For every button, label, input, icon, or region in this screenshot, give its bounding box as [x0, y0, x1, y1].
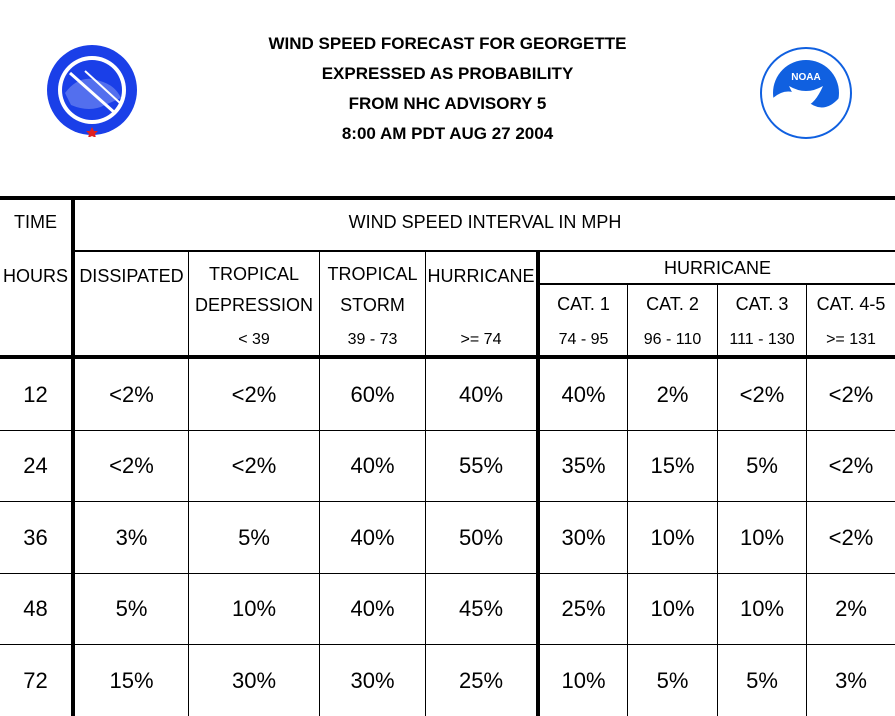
probability-cell: 2% — [835, 596, 867, 621]
probability-cell: 10% — [650, 596, 695, 621]
probability-cell: 2% — [656, 382, 689, 407]
probability-cell: <2% — [828, 525, 874, 550]
probability-cell: 15% — [650, 453, 695, 478]
probability-cell: 35% — [561, 453, 606, 478]
hours-cell: 24 — [23, 453, 48, 478]
column-range-cat3: 111 - 130 — [729, 331, 795, 348]
row-divider — [0, 430, 895, 431]
row-divider — [0, 501, 895, 502]
column-header-cat3: CAT. 3 — [735, 294, 789, 314]
hours-cell: 36 — [23, 525, 48, 550]
probability-cell: 60% — [350, 382, 395, 407]
national-weather-service-logo-icon — [45, 43, 139, 137]
column-header-tropical-storm-line1: TROPICAL — [327, 264, 418, 284]
column-range-cat4-5: >= 131 — [826, 331, 876, 348]
column-header-cat4-5: CAT. 4-5 — [816, 294, 886, 314]
probability-cell: <2% — [109, 382, 154, 407]
column-header-cat1: CAT. 1 — [557, 294, 610, 314]
column-header-cat2: CAT. 2 — [646, 294, 699, 314]
probability-cell: 5% — [746, 453, 778, 478]
row-divider — [0, 644, 895, 645]
probability-cell: 30% — [350, 668, 395, 693]
column-header-tropical-storm-line2: STORM — [340, 295, 405, 315]
column-range-cat1: 74 - 95 — [558, 331, 609, 348]
probability-cell: 10% — [739, 525, 785, 550]
hours-cell: 48 — [23, 596, 48, 621]
column-range-tropical-storm: 39 - 73 — [347, 331, 398, 348]
probability-cell: 5% — [656, 668, 689, 693]
probability-cell: 5% — [238, 525, 270, 550]
row-divider — [0, 573, 895, 574]
probability-cell: 40% — [561, 382, 606, 407]
header-bottom-border — [0, 355, 895, 359]
probability-cell: 40% — [458, 382, 504, 407]
probability-cell: 10% — [650, 525, 695, 550]
probability-cell: <2% — [231, 382, 277, 407]
probability-cell: <2% — [828, 453, 874, 478]
probability-cell: 5% — [746, 668, 778, 693]
noaa-logo-icon — [759, 46, 853, 140]
header-row-divider — [72, 250, 895, 252]
column-range-cat2: 96 - 110 — [643, 331, 702, 348]
time-header: TIME — [14, 212, 57, 232]
probability-cell: 45% — [458, 596, 504, 621]
column-range-hurricane: >= 74 — [460, 331, 502, 348]
probability-cell: 10% — [561, 668, 606, 693]
probability-cell: 25% — [561, 596, 606, 621]
column-header-tropical-depression-line2: DEPRESSION — [194, 295, 314, 315]
table-top-border — [0, 196, 895, 200]
probability-cell: 25% — [458, 668, 504, 693]
title-line-2: EXPRESSED AS PROBABILITY — [321, 64, 574, 83]
probability-cell: <2% — [739, 382, 785, 407]
probability-cell: <2% — [231, 453, 277, 478]
probability-cell: 50% — [458, 525, 504, 550]
title-line-3: FROM NHC ADVISORY 5 — [348, 94, 547, 113]
title-line-1: WIND SPEED FORECAST FOR GEORGETTE — [268, 34, 627, 53]
column-header-hurricane: HURRICANE — [427, 266, 535, 286]
hurricane-column-border — [536, 250, 540, 716]
column-divider — [425, 250, 426, 716]
column-divider — [188, 250, 189, 716]
probability-cell: 10% — [739, 596, 785, 621]
probability-cell: 10% — [231, 596, 277, 621]
probability-cell: 40% — [350, 525, 395, 550]
hurricane-group-header: HURRICANE — [663, 258, 771, 278]
probability-cell: 15% — [109, 668, 154, 693]
probability-cell: 3% — [115, 525, 148, 550]
column-header-dissipated: DISSIPATED — [79, 266, 184, 286]
column-divider — [319, 250, 320, 716]
probability-cell: <2% — [109, 453, 154, 478]
probability-cell: 3% — [835, 668, 867, 693]
probability-cell: <2% — [828, 382, 874, 407]
probability-cell: 40% — [350, 596, 395, 621]
probability-cell: 30% — [231, 668, 277, 693]
hours-cell: 12 — [23, 382, 48, 407]
probability-cell: 5% — [115, 596, 148, 621]
column-header-tropical-depression-line1: TROPICAL — [208, 264, 300, 284]
probability-cell: 30% — [561, 525, 606, 550]
svg-text:NOAA: NOAA — [791, 72, 821, 83]
probability-cell: 55% — [458, 453, 504, 478]
title-line-4: 8:00 AM PDT AUG 27 2004 — [341, 124, 554, 143]
column-range-tropical-depression: < 39 — [238, 331, 270, 348]
probability-cell: 40% — [350, 453, 395, 478]
hours-header: HOURS — [2, 266, 68, 286]
hours-cell: 72 — [23, 668, 48, 693]
wind-speed-interval-header: WIND SPEED INTERVAL IN MPH — [348, 212, 622, 232]
